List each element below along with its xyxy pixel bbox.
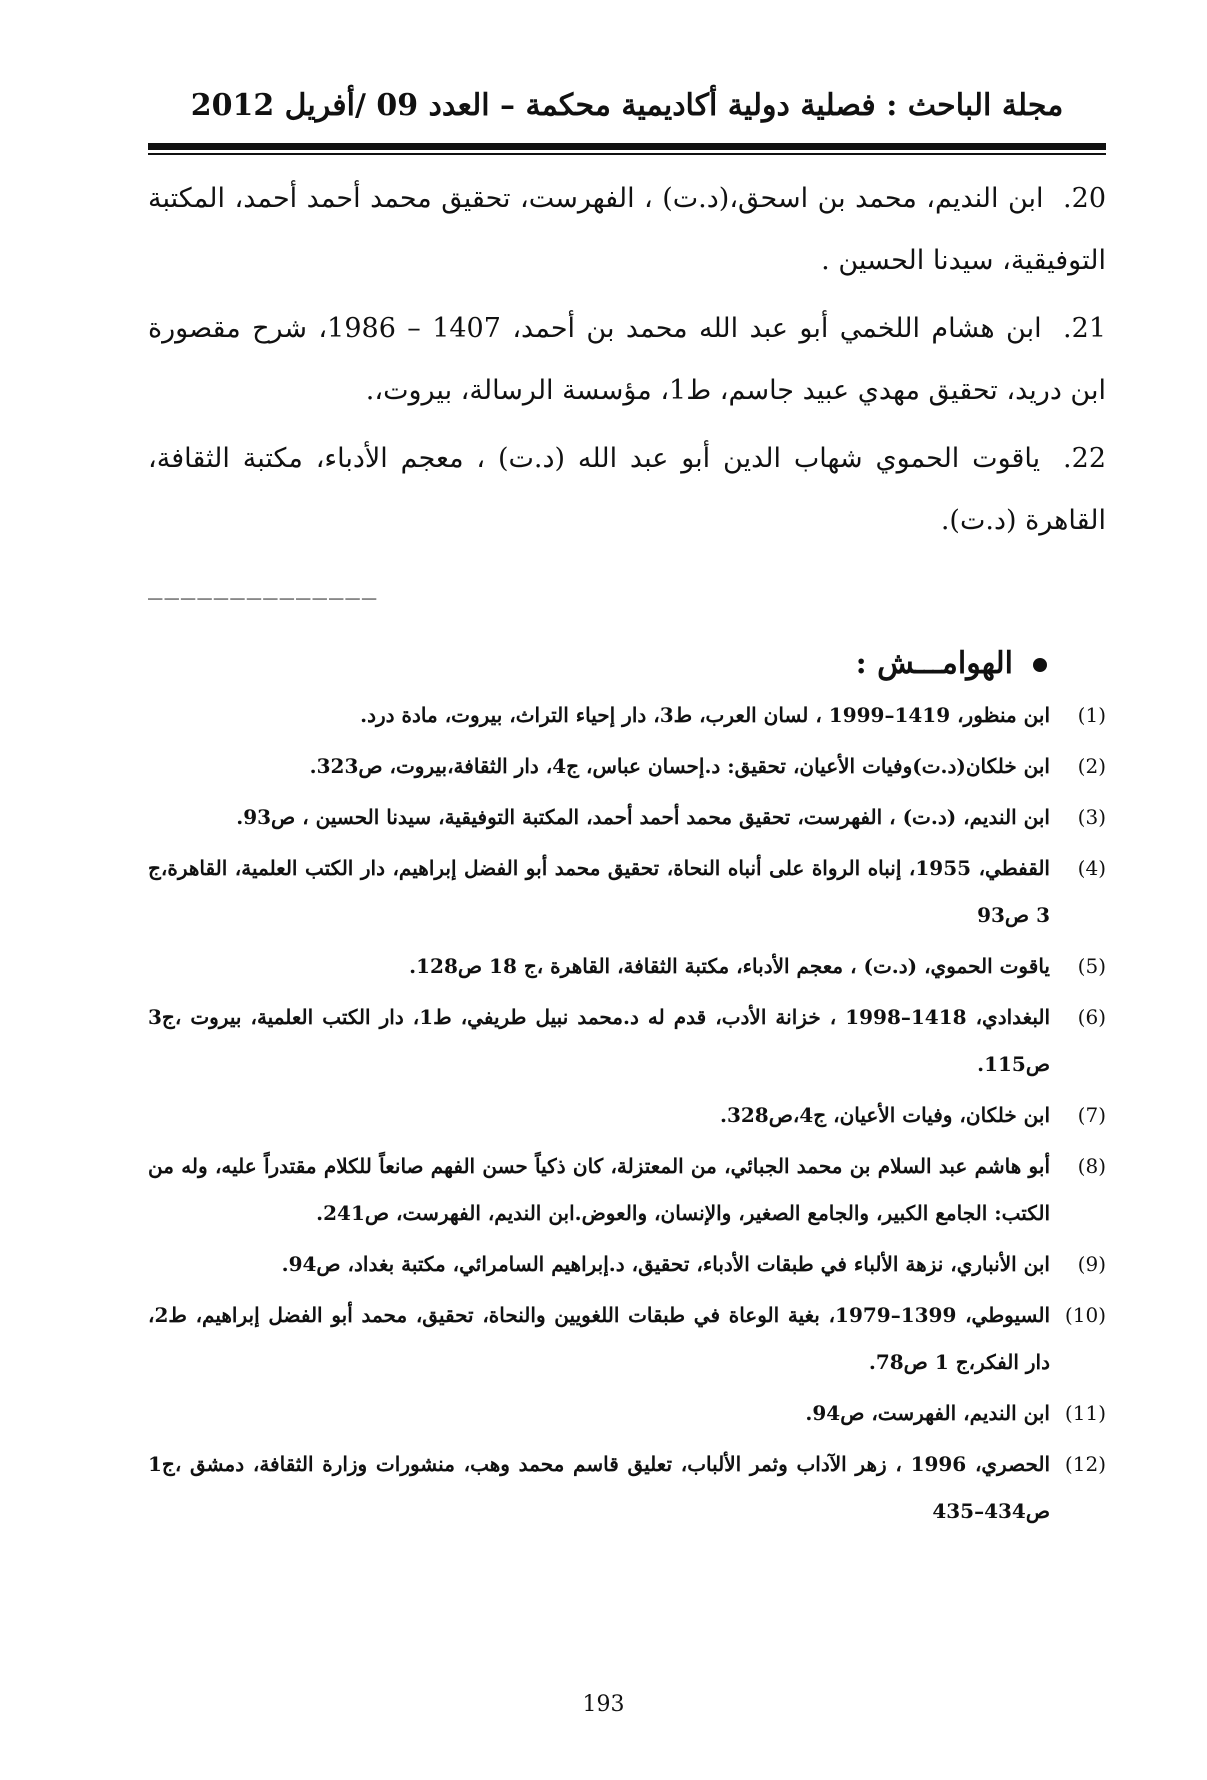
footnote-item [148, 794, 1106, 841]
footnote-item [148, 943, 1106, 990]
footnote-number: (2) [1077, 754, 1106, 778]
footnote-number: (6) [1077, 1005, 1106, 1029]
reference-item [148, 298, 1106, 422]
footnote-item [148, 743, 1106, 790]
footnote-number: (8) [1077, 1154, 1106, 1178]
reference-number: 21. [1063, 313, 1106, 344]
footnote-text: ياقوت الحموي، (د.ت) ، معجم الأدباء، مكتبة الثقافة، القاهرة ،ج 18 ص128. [409, 954, 1050, 978]
footnote-text: القفطي، 1955، إنباه الرواة على أنباه النحاة، تحقيق محمد أبو الفضل إبراهيم، دار الكتب العلمية، القاهرة،ج 3 ص93 [148, 856, 1050, 927]
footnote-number: (3) [1077, 805, 1106, 829]
footnote-number: (9) [1077, 1252, 1106, 1276]
footnote-number: (4) [1077, 856, 1106, 880]
footnote-item [148, 1092, 1106, 1139]
footnote-text: البغدادي، 1418–1998 ، خزانة الأدب، قدم له د.محمد نبيل طريفي، ط1، دار الكتب العلمية، بيروت ،ج3 ص115. [148, 1005, 1051, 1076]
footnote-number: (7) [1077, 1103, 1106, 1127]
footnotes-list [148, 692, 1106, 1539]
footnote-text: ابن خلكان(د.ت)وفيات الأعيان، تحقيق: د.إحسان عباس، ج4، دار الثقافة،بيروت، ص323. [309, 754, 1050, 778]
footnote-text: الحصري، 1996 ، زهر الآداب وثمر الألباب، تعليق قاسم محمد وهب، منشورات وزارة الثقافة، دمشق ،ج1 ص434–435 [148, 1452, 1050, 1523]
page-number: 193 [582, 1692, 625, 1717]
footnote-item [148, 1441, 1106, 1535]
footnote-text: أبو هاشم عبد السلام بن محمد الجبائي، من المعتزلة، كان ذكياً حسن الفهم صانعاً للكلام مقتدراً عليه، وله من الكتب: الجامع الكبير، والجامع الصغير، والإنسان، والعوض.ابن النديم، الفهرست، ص241. [148, 1154, 1050, 1225]
reference-number: 22. [1063, 443, 1106, 474]
reference-item [148, 168, 1106, 292]
footnote-item [148, 845, 1106, 939]
journal-header: مجلة الباحث : فصلية دولية أكاديمية محكمة – العدد 09 /أفريل 2012 [190, 88, 1064, 123]
section-separator: ______________ [148, 572, 379, 600]
reference-text: ابن النديم، محمد بن اسحق،(د.ت) ، الفهرست، تحقيق محمد أحمد أحمد، المكتبة التوفيقية، سيدنا الحسين . [148, 183, 1106, 276]
footnote-item [148, 1241, 1106, 1288]
footnote-item [148, 994, 1106, 1088]
footnote-text: ابن خلكان، وفيات الأعيان، ج4،ص328. [720, 1103, 1050, 1127]
footnote-number: (12) [1064, 1452, 1106, 1476]
reference-text: ابن هشام اللخمي أبو عبد الله محمد بن أحمد، 1407 – 1986، شرح مقصورة ابن دريد، تحقيق مهدي عبيد جاسم، ط1، مؤسسة الرسالة، بيروت،. [148, 313, 1106, 406]
footnote-item [148, 692, 1106, 739]
footnote-number: (1) [1077, 703, 1106, 727]
footnote-number: (11) [1064, 1401, 1106, 1425]
footnote-text: السيوطي، 1399–1979، بغية الوعاة في طبقات اللغويين والنحاة، تحقيق، محمد أبو الفضل إبراهيم، ط2، دار الفكر،ج 1 ص78. [148, 1303, 1050, 1374]
footnote-number: (10) [1064, 1303, 1106, 1327]
reference-item [148, 428, 1106, 552]
footnote-text: ابن النديم، الفهرست، ص94. [805, 1401, 1050, 1425]
footnote-item [148, 1390, 1106, 1437]
footnote-item [148, 1292, 1106, 1386]
footnote-text: ابن منظور، 1419–1999 ، لسان العرب، ط3، دار إحياء التراث، بيروت، مادة درد. [360, 703, 1050, 727]
reference-text: ياقوت الحموي شهاب الدين أبو عبد الله (د.ت) ، معجم الأدباء، مكتبة الثقافة، القاهرة (د.ت). [148, 443, 1106, 536]
footnote-number: (5) [1077, 954, 1106, 978]
bullet-icon [1033, 658, 1047, 672]
notes-heading-text: الهوامـــش : [855, 646, 1013, 681]
references-list [148, 168, 1106, 558]
footnote-text: ابن النديم، (د.ت) ، الفهرست، تحقيق محمد أحمد أحمد، المكتبة التوفيقية، سيدنا الحسين ، ص93. [236, 805, 1050, 829]
reference-number: 20. [1063, 183, 1106, 214]
header-rule-thin [148, 153, 1106, 155]
notes-heading [856, 644, 1047, 684]
footnote-item [148, 1143, 1106, 1237]
footnote-text: ابن الأنباري، نزهة الألباء في طبقات الأدباء، تحقيق، د.إبراهيم السامرائي، مكتبة بغداد، ص94. [281, 1252, 1050, 1276]
header-rule-thick [148, 143, 1106, 150]
